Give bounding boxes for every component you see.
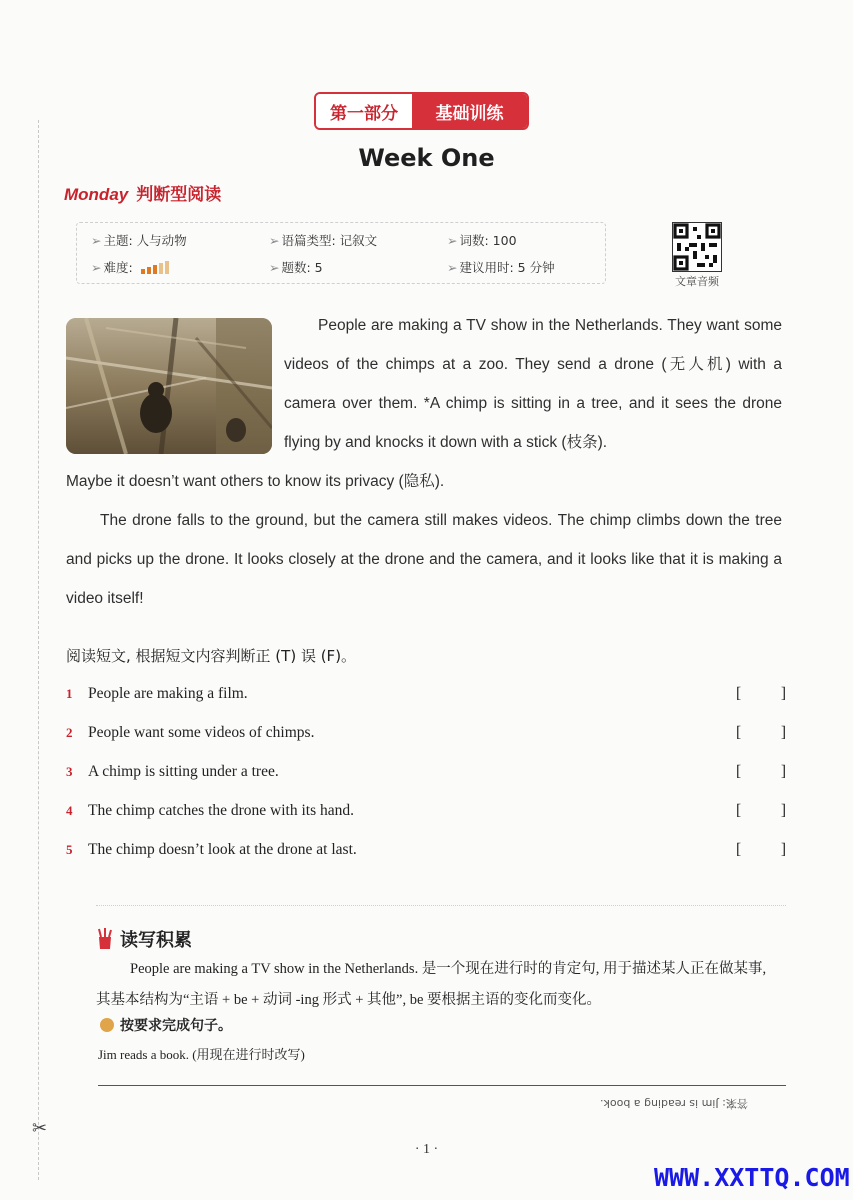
page-number: · 1 · bbox=[414, 1142, 439, 1157]
answer-line[interactable] bbox=[98, 1085, 786, 1086]
question-item bbox=[66, 760, 786, 786]
question-text: A chimp is sitting under a tree. bbox=[88, 763, 279, 780]
passage-paragraph-1: People are making a TV show in the Netherlands. They want some videos of the chimps at a zoo. They send a drone (无人机) with a camera over them. *A chimp is sitting in a tree, and it sees the drone flying by and knocks it down with a stick (枝条). bbox=[284, 317, 782, 451]
arrow-icon: ➢ bbox=[447, 233, 458, 248]
question-text: People are making a film. bbox=[88, 685, 248, 702]
question-text: The chimp catches the drone with its hand. bbox=[88, 802, 355, 819]
question-text: The chimp doesn’t look at the drone at last. bbox=[88, 841, 357, 858]
passage-paragraph-2: The drone falls to the ground, but the camera still makes videos. The chimp climbs down the tree and picks up the drone. It looks closely at the drone and the camera, and it looks like that it is making a video itself! bbox=[66, 512, 782, 607]
part-banner bbox=[314, 92, 529, 130]
answer-bracket[interactable]: [ ] bbox=[736, 685, 786, 702]
exercise-sentence: Jim reads a book. (用现在进行时改写) bbox=[98, 1047, 305, 1062]
part-title: 基础训练 bbox=[412, 94, 527, 128]
passage-paragraph-1-end: Maybe it doesn’t want others to know its privacy (隐私). bbox=[66, 473, 445, 490]
task-heading bbox=[100, 1015, 232, 1035]
info-box bbox=[76, 222, 606, 284]
arrow-icon: ➢ bbox=[91, 233, 102, 248]
question-number: 5 bbox=[66, 842, 73, 857]
section-type: 判断型阅读 bbox=[136, 185, 222, 205]
qr-code-icon[interactable] bbox=[672, 222, 722, 272]
question-item bbox=[66, 682, 786, 708]
pencil-badge-icon bbox=[100, 1018, 114, 1032]
section-heading bbox=[64, 180, 221, 205]
task-title: 按要求完成句子。 bbox=[120, 1018, 232, 1034]
question-number: 4 bbox=[66, 803, 73, 818]
difficulty-bars bbox=[141, 261, 169, 274]
watermark: WWW.XXTTQ.COM bbox=[654, 1163, 850, 1192]
week-title: Week One bbox=[358, 144, 495, 172]
scissors-icon: ✂ bbox=[32, 1118, 48, 1139]
info-text-type: ➢ 语篇类型: 记叙文 bbox=[269, 233, 378, 248]
difficulty-bar bbox=[141, 269, 145, 274]
arrow-icon: ➢ bbox=[447, 260, 458, 275]
question-item bbox=[66, 721, 786, 747]
qr-label: 文章音频 bbox=[675, 275, 719, 288]
answer-bracket[interactable]: [ ] bbox=[736, 763, 786, 780]
question-number: 3 bbox=[66, 764, 73, 779]
question-text: People want some videos of chimps. bbox=[88, 724, 315, 741]
chimp-photo bbox=[66, 318, 272, 454]
pen-holder-icon bbox=[96, 928, 114, 950]
info-topic: ➢ 主题: 人与动物 bbox=[91, 233, 187, 248]
part-label: 第一部分 bbox=[316, 94, 412, 128]
info-question-count: ➢ 题数: 5 bbox=[269, 260, 323, 275]
answer-bracket[interactable]: [ ] bbox=[736, 841, 786, 858]
accumulation-title: 读写积累 bbox=[120, 930, 192, 951]
day-label: Monday bbox=[64, 185, 129, 204]
info-word-count: ➢ 词数: 100 bbox=[447, 233, 517, 248]
difficulty-bar bbox=[159, 263, 163, 274]
info-difficulty: ➢ 难度: bbox=[91, 258, 169, 276]
question-number: 2 bbox=[66, 725, 73, 740]
answer-bracket[interactable]: [ ] bbox=[736, 724, 786, 741]
difficulty-bar bbox=[165, 261, 169, 274]
cut-line bbox=[38, 120, 39, 1180]
divider bbox=[96, 905, 786, 906]
arrow-icon: ➢ bbox=[269, 260, 280, 275]
arrow-icon: ➢ bbox=[91, 260, 102, 275]
question-instruction: 阅读短文, 根据短文内容判断正 (T) 误 (F)。 bbox=[66, 647, 357, 665]
difficulty-bar bbox=[153, 265, 157, 274]
question-number: 1 bbox=[66, 686, 73, 701]
accumulation-explanation: People are making a TV show in the Netherlands. 是一个现在进行时的肯定句, 用于描述某人正在做某事, 其基本结构为“主语 + be + 动词 -ing 形式 + 其他”, be 要根据主语的变化而变化。 bbox=[96, 961, 767, 1008]
difficulty-bar bbox=[147, 267, 151, 274]
question-item bbox=[66, 799, 786, 825]
mirrored-answer: 答案: Jim is reading a book. bbox=[600, 1097, 748, 1110]
accumulation-heading bbox=[96, 926, 192, 952]
arrow-icon: ➢ bbox=[269, 233, 280, 248]
question-item bbox=[66, 838, 786, 864]
info-suggested-time: ➢ 建议用时: 5 分钟 bbox=[447, 260, 555, 275]
answer-bracket[interactable]: [ ] bbox=[736, 802, 786, 819]
